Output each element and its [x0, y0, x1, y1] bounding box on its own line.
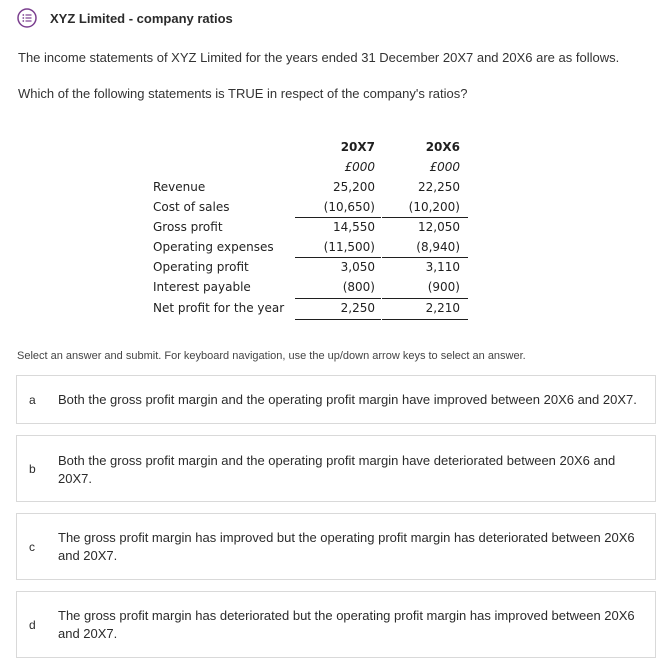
intro-text: The income statements of XYZ Limited for the years ended 31 December 20X7 and 20X6 are as follows.: [18, 50, 620, 65]
question-header: [17, 6, 233, 30]
unit-row: [150, 158, 480, 178]
answer-option-b[interactable]: [16, 435, 656, 502]
row-value: (10,200): [408, 200, 460, 214]
answer-option-c[interactable]: [16, 513, 656, 580]
row-label: Operating expenses: [153, 240, 274, 254]
instructions-text: Select an answer and submit. For keyboard navigation, use the up/down arrow keys to select an answer.: [17, 350, 526, 362]
answer-option-d[interactable]: [16, 591, 656, 658]
column-unit: £000: [429, 160, 460, 174]
row-value: 2,210: [425, 301, 460, 315]
row-value: 12,050: [418, 220, 460, 234]
row-label: Revenue: [153, 180, 206, 194]
row-value: 22,250: [418, 180, 460, 194]
table-row: [150, 238, 480, 258]
row-label: Cost of sales: [153, 200, 230, 214]
row-value: (10,650): [323, 200, 375, 214]
total-rule: [382, 319, 468, 320]
table-row: [150, 299, 480, 319]
column-header-row: [150, 138, 480, 158]
option-text: The gross profit margin has improved but the operating profit margin has deteriorated between 20X6 and 20X7.: [58, 530, 635, 563]
answer-option-a[interactable]: [16, 375, 656, 424]
row-value: (11,500): [323, 240, 375, 254]
column-unit: £000: [344, 160, 375, 174]
option-letter: b: [29, 462, 36, 476]
option-letter: c: [29, 540, 35, 554]
column-header: 20X6: [425, 140, 460, 154]
total-rule: [295, 319, 381, 320]
list-question-icon: [17, 8, 37, 28]
row-value: 2,250: [340, 301, 375, 315]
row-value: (900): [427, 280, 460, 294]
table-row: [150, 178, 480, 198]
option-text: Both the gross profit margin and the operating profit margin have improved between 20X6 and 20X7.: [58, 392, 637, 407]
row-label: Gross profit: [153, 220, 223, 234]
row-value: (800): [342, 280, 375, 294]
option-text: Both the gross profit margin and the operating profit margin have deteriorated between 20X6 and 20X7.: [58, 453, 616, 486]
option-letter: d: [29, 618, 36, 632]
table-row: [150, 278, 480, 298]
question-text: Which of the following statements is TRUE in respect of the company's ratios?: [18, 86, 468, 101]
row-label: Operating profit: [153, 260, 249, 274]
option-letter: a: [29, 393, 36, 407]
row-value: (8,940): [416, 240, 460, 254]
row-value: 25,200: [333, 180, 375, 194]
option-text: The gross profit margin has deteriorated but the operating profit margin has improved between 20X6 and 20X7.: [58, 608, 635, 641]
table-row: [150, 258, 480, 278]
row-value: 3,050: [340, 260, 375, 274]
row-label: Interest payable: [153, 280, 251, 294]
row-value: 14,550: [333, 220, 375, 234]
column-header: 20X7: [340, 140, 375, 154]
row-label: Net profit for the year: [153, 301, 285, 315]
table-row: [150, 198, 480, 218]
table-row: [150, 218, 480, 238]
page-title: XYZ Limited - company ratios: [50, 10, 233, 26]
row-value: 3,110: [425, 260, 460, 274]
